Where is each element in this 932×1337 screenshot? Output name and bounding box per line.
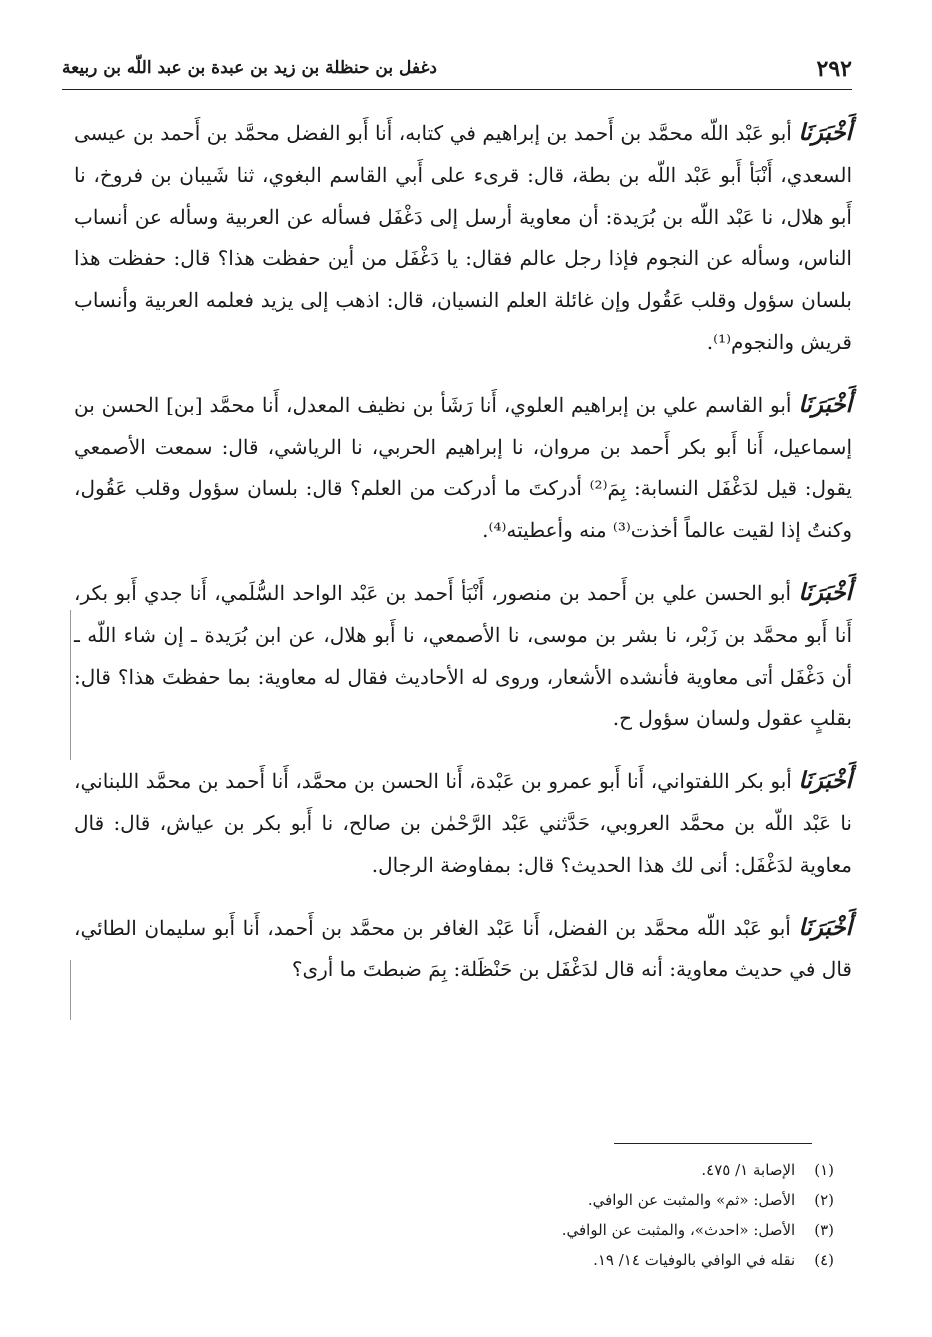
paragraph-1 — [74, 112, 852, 364]
footnote-number: (٣) — [814, 1221, 834, 1239]
running-title: دغفل بن حنظلة بن زيد بن عبدة بن عبد اللّه بن ربيعة — [62, 58, 437, 78]
paragraph-text: أبو عَبْد اللّه محمَّد بن الفضل، أَنا عَبْد الغافر بن محمَّد بن أَحمد، أَنا أَبو سليمان الطائي، قال في حديث معاوية: أنه قال لدَغْفَل بن حَنْظَلة: بِمَ ضبطتَ ما أرى؟ — [74, 915, 852, 982]
footnote-3 — [74, 1215, 834, 1245]
footnote-4 — [74, 1245, 834, 1275]
paragraph-5 — [74, 907, 852, 992]
paragraph-lead-word: أَخْبَرَنَا — [798, 578, 852, 606]
main-text — [74, 112, 852, 1011]
paragraph-lead-word: أَخْبَرَنَا — [798, 913, 853, 941]
page-header — [62, 52, 852, 92]
paragraph-text: أبو بكر اللفتواني، أَنا أَبو عمرو بن عَبْدة، أَنا الحسن بن محمَّد، أَنا أَحمد بن محمَّد اللبناني، نا عَبْد اللّه بن محمَّد العروبي، حَدَّثني عَبْد الرَّحْمٰن بن صالح، نا أَبو بكر بن عياش، قال: قال معاوية لدَغْفَل: أنى لك هذا الحديث؟ قال: بمفاوضة الرجال. — [74, 769, 852, 877]
paragraph-4 — [74, 760, 852, 886]
paragraph-text: أبو عَبْد اللّه محمَّد بن أَحمد بن إبراهيم في كتابه، أَنا أَبو الفضل محمَّد بن أَحمد بن عيسى السعدي، أَنْبَأ أَبو عَبْد اللّه بن بطة، قال: قرىء على أَبي القاسم البغوي، ثنا شَيبان بن فروخ، نا أَبو هلال، نا عَبْد اللّه بن بُرَيدة: أن معاوية أرسل إلى دَغْفَل فسأله عن العربية وسأله عن أنساب الناس، وسأله عن النجوم فإذا رجل عالم فقال: يا دَغْفَل من أين حفظت هذا؟ قال: حفظت هذا بلسان سؤول وقلب عَقُول وإن غائلة العلم النسيان، قال: اذهب إلى يزيد فعلمه العربية وأنساب قريش والنجوم⁽¹⁾. — [74, 121, 852, 354]
footnotes — [74, 1155, 834, 1275]
paragraph-lead-word: أَخْبَرَنَا — [798, 767, 853, 795]
footnote-number: (٢) — [814, 1191, 834, 1209]
margin-mark — [70, 610, 71, 760]
header-rule — [62, 89, 852, 90]
footnote-rule — [614, 1143, 812, 1144]
paragraph-text: أبو الحسن علي بن أَحمد بن منصور، أَنْبَأ أَحمد بن عَبْد الواحد السُّلَمي، أَنا جدي أَبو بكر، أَنا أَبو محمَّد بن زَبْر، نا بشر بن موسى، نا الأصمعي، نا أَبو هلال، عن ابن بُرَيدة ـ إن شاء اللّه ـ أن دَغْفَل أتى معاوية فأنشده الأشعار، وروى له الأحاديث فقال له معاوية: بما حفظتَ هذا؟ قال: بقلبٍ عقول ولسان سؤول ح. — [74, 580, 852, 731]
footnote-number: (١) — [814, 1161, 834, 1179]
footnote-2 — [74, 1185, 834, 1215]
footnote-text: الإصابة ١/ ٤٧٥. — [701, 1161, 796, 1179]
paragraph-text: أبو القاسم علي بن إبراهيم العلوي، أَنا رَشَأ بن نظيف المعدل، أَنا محمَّد [بن] الحسن بن إسماعيل، أَنا أَبو بكر أَحمد بن مروان، نا إبراهيم الحربي، نا الرياشي، قال: سمعت الأصمعي يقول: قيل لدَغْفَل النسابة: بِمَ⁽²⁾ أدركتَ ما أدركت من العلم؟ قال: بلسان سؤول وقلب عَقُول، وكنتُ إذا لقيت عالماً أخذت⁽³⁾ منه وأعطيته⁽⁴⁾. — [74, 392, 853, 543]
footnote-text: الأصل: «ثم» والمثبت عن الوافي. — [587, 1191, 796, 1209]
paragraph-lead-word: أَخْبَرَنَا — [798, 119, 852, 146]
paragraph-lead-word: أَخْبَرَنَا — [798, 390, 852, 418]
footnote-text: نقله في الوافي بالوفيات ١٤/ ١٩. — [593, 1251, 796, 1269]
margin-mark — [70, 960, 71, 1020]
footnote-text: الأصل: «احدث»، والمثبت عن الوافي. — [561, 1221, 796, 1239]
paragraph-2 — [74, 384, 852, 552]
footnote-1 — [74, 1155, 834, 1185]
footnote-number: (٤) — [814, 1251, 834, 1269]
paragraph-3 — [74, 572, 852, 740]
page-number: ٢٩٢ — [816, 56, 852, 82]
